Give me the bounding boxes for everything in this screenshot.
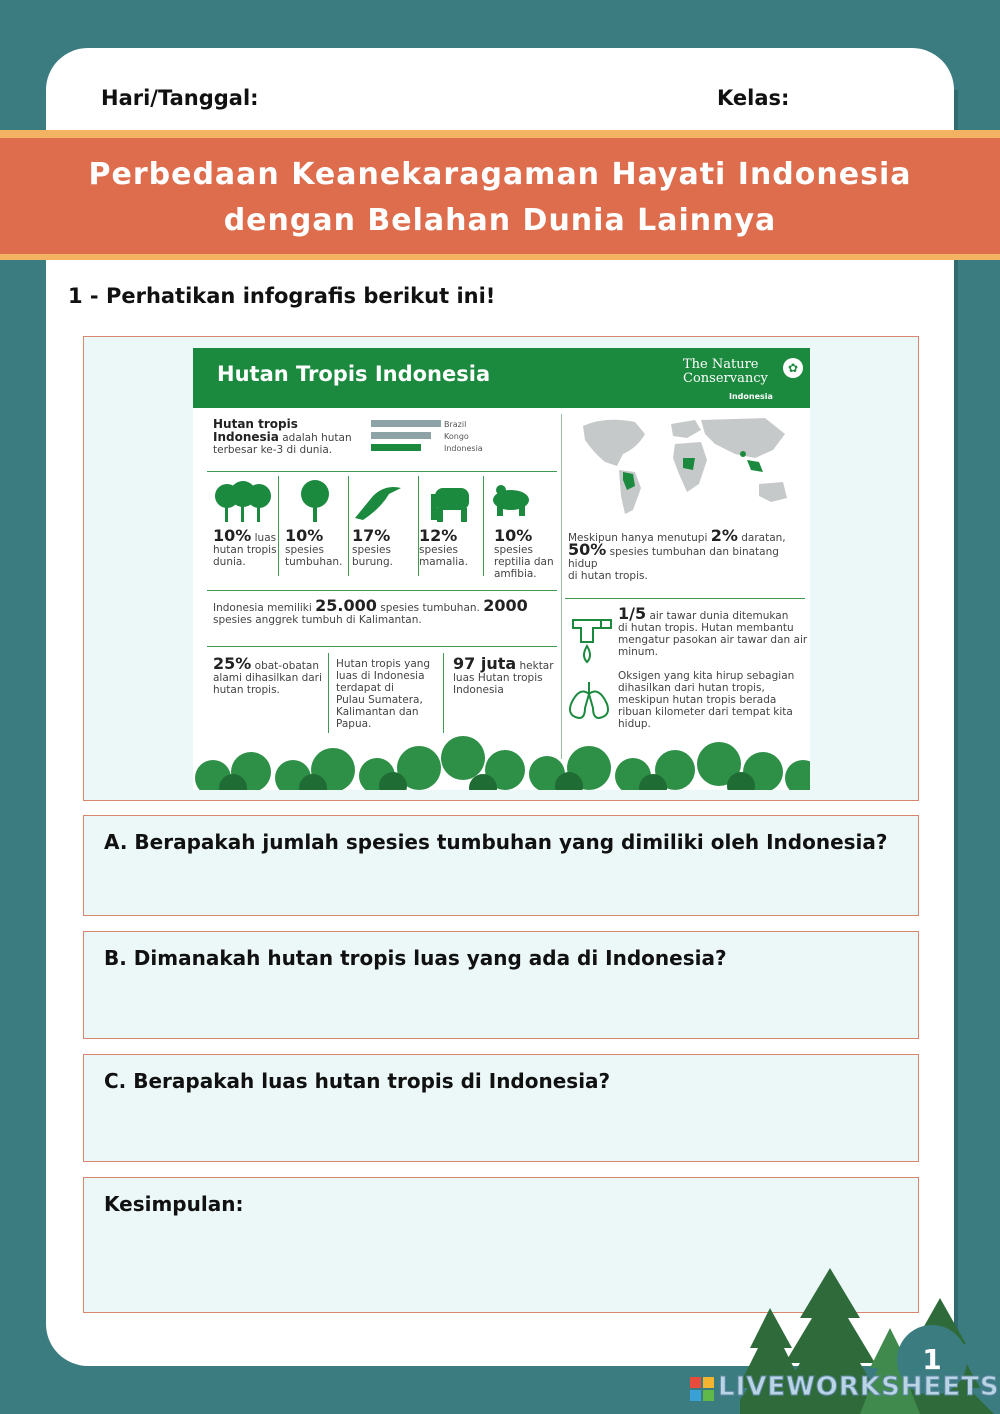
question-c: C. Berapakah luas hutan tropis di Indonesia? — [104, 1069, 611, 1093]
divider — [348, 476, 349, 576]
world-map-icon — [575, 414, 805, 524]
faucet-icon — [567, 606, 615, 670]
infographic-title: Hutan Tropis Indonesia — [217, 362, 491, 386]
medicine-text: 25% obat-obatan alami dihasilkan dari hutan tropis. — [213, 654, 322, 696]
intro-text: Hutan tropis Indonesia adalah hutan terbesar ke-3 di dunia. — [213, 417, 352, 456]
question-a: A. Berapakah jumlah spesies tumbuhan yang dimiliki oleh Indonesia? — [104, 830, 888, 854]
stat-reptiles: 10% spesies reptilia dan amfibia. — [494, 526, 554, 580]
tnc-logo-text — [683, 358, 773, 404]
location-text: Hutan tropis yang luas di Indonesia terdapat di Pulau Sumatera, Kalimantan dan Papua. — [336, 658, 431, 730]
page-title-line2: dengan Belahan Dunia Lainnya — [223, 203, 777, 238]
trees-icon — [215, 481, 271, 522]
legend-indonesia: Indonesia — [444, 444, 483, 453]
page-title-line1: Perbedaan Keanekaragaman Hayati Indonesia — [88, 157, 912, 192]
page-number-badge: 1 — [897, 1325, 967, 1395]
divider — [565, 598, 805, 599]
conclusion-label: Kesimpulan: — [104, 1192, 244, 1216]
stat-icons — [213, 478, 563, 528]
divider — [207, 646, 557, 647]
divider — [207, 590, 557, 591]
divider — [278, 476, 279, 576]
oxygen-text: Oksigen yang kita hirup sebagian dihasilkan dari hutan tropis, meskipun hutan tropis berada ribuan kilometer dari tempat kita hidup. — [618, 670, 795, 730]
liveworksheets-watermark: LIVEWORKSHEETS — [718, 1372, 1000, 1402]
liveworksheets-logo-icon — [690, 1377, 714, 1401]
bar-indonesia — [371, 444, 421, 451]
divider — [483, 476, 484, 576]
question-b: B. Dimanakah hutan tropis luas yang ada di Indonesia? — [104, 946, 727, 970]
infographic-header — [193, 348, 810, 408]
leaf-logo-icon: ✿ — [783, 358, 803, 378]
hornbill-icon — [355, 487, 401, 520]
tnc-line1: The Nature — [683, 357, 759, 372]
divider — [561, 414, 562, 759]
answer-box-a[interactable] — [83, 815, 919, 916]
infographic — [193, 348, 810, 790]
area-text: 97 juta hektar luas Hutan tropis Indonesia — [453, 654, 554, 696]
forest-canopy-illustration — [193, 734, 810, 790]
date-label: Hari/Tanggal: — [101, 86, 259, 110]
title-band — [0, 130, 1000, 260]
stat-mammals: 12% spesies mamalia. — [419, 526, 468, 568]
divider — [207, 471, 557, 472]
stat-plants: 10% spesies tumbuhan. — [285, 526, 343, 568]
lungs-icon — [565, 678, 613, 722]
tnc-line2: Conservancy — [683, 371, 768, 386]
legend-kongo: Kongo — [444, 432, 469, 441]
coverage-text: Meskipun hanya menutupi 2% daratan, 50% spesies tumbuhan dan binatang hidup di hutan tropis. — [568, 526, 786, 582]
bar-brazil — [371, 420, 441, 427]
question-1-label: 1 - Perhatikan infografis berikut ini! — [68, 284, 496, 308]
elephant-icon — [431, 488, 469, 522]
tree-icon — [301, 480, 329, 522]
divider — [443, 653, 444, 733]
answer-box-c[interactable] — [83, 1054, 919, 1162]
frog-icon — [493, 485, 529, 516]
water-text: 1/5 air tawar dunia ditemukan di hutan tropis. Hutan membantu mengatur pasokan air tawar dan air minum. — [618, 604, 808, 658]
bar-kongo — [371, 432, 431, 439]
legend-brazil: Brazil — [444, 420, 467, 429]
stat-forest: 10% luas hutan tropis dunia. — [213, 526, 277, 568]
stat-birds: 17% spesies burung. — [352, 526, 393, 568]
class-label: Kelas: — [717, 86, 790, 110]
divider — [328, 653, 329, 733]
answer-box-b[interactable] — [83, 931, 919, 1039]
species-text: Indonesia memiliki 25.000 spesies tumbuhan. 2000 spesies anggrek tumbuh di Kalimantan. — [213, 596, 528, 626]
tnc-country: Indonesia — [729, 392, 773, 401]
